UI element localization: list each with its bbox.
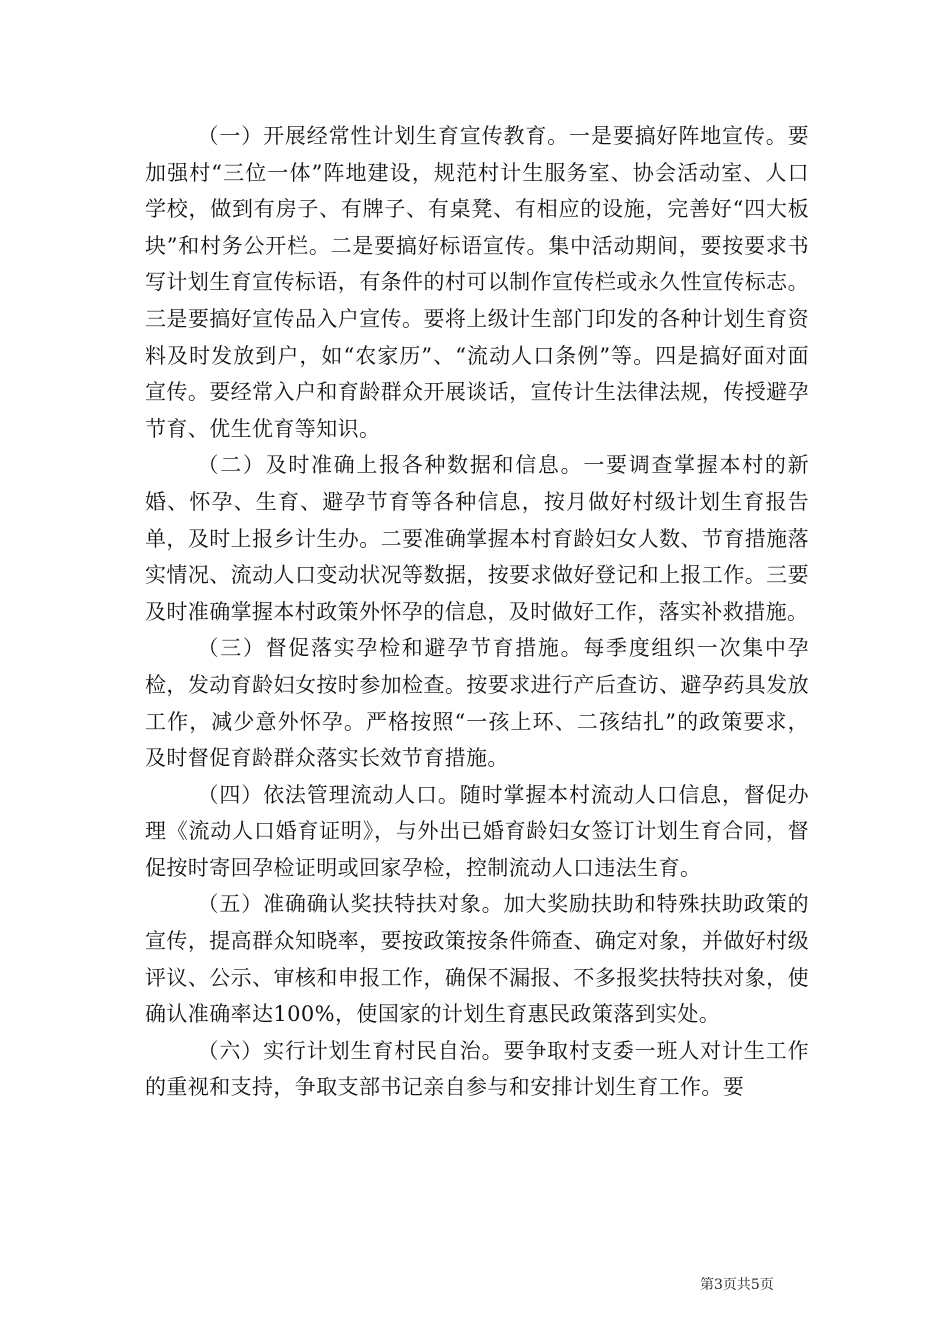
- paragraph-4: （四）依法管理流动人口。随时掌握本村流动人口信息，督促办理《流动人口婚育证明》，与外出已婚育龄妇女签订计划生育合同，督促按时寄回孕检证明或回家孕检，控制流动人口违法生育。: [145, 782, 809, 880]
- paragraph-3: （三）督促落实孕检和避孕节育措施。每季度组织一次集中孕检，发动育龄妇女按时参加检查。按要求进行产后查访、避孕药具发放工作，减少意外怀孕。严格按照“一孩上环、二孩结扎”的政策要求，及时督促育龄群众落实长效节育措施。: [145, 636, 809, 771]
- paragraph-6: （六）实行计划生育村民自治。要争取村支委一班人对计生工作的重视和支持，争取支部书记亲自参与和安排计划生育工作。要: [145, 1038, 809, 1100]
- paragraph-1: （一）开展经常性计划生育宣传教育。一是要搞好阵地宣传。要加强村“三位一体”阵地建设，规范村计生服务室、协会活动室、人口学校，做到有房子、有牌子、有桌凳、有相应的设施，完善好“四大板块”和村务公开栏。二是要搞好标语宣传。集中活动期间，要按要求书写计划生育宣传标语，有条件的村可以制作宣传栏或永久性宣传标志。三是要搞好宣传品入户宣传。要将上级计生部门印发的各种计划生育资料及时发放到户，如“农家历”、“流动人口条例”等。四是搞好面对面宣传。要经常入户和育龄群众开展谈话，宣传计生法律法规，传授避孕节育、优生优育等知识。: [145, 124, 809, 441]
- page-number-footer: 第3页共5页: [700, 1277, 774, 1293]
- paragraph-2: （二）及时准确上报各种数据和信息。一要调查掌握本村的新婚、怀孕、生育、避孕节育等各种信息，按月做好村级计划生育报告单，及时上报乡计生办。二要准确掌握本村育龄妇女人数、节育措施落实情况、流动人口变动状况等数据，按要求做好登记和上报工作。三要及时准确掌握本村政策外怀孕的信息，及时做好工作，落实补救措施。: [145, 453, 809, 624]
- paragraph-5: （五）准确确认奖扶特扶对象。加大奖励扶助和特殊扶助政策的宣传，提高群众知晓率，要按政策按条件筛查、确定对象，并做好村级评议、公示、审核和申报工作，确保不漏报、不多报奖扶特扶对象，使确认准确率达100%，使国家的计划生育惠民政策落到实处。: [145, 892, 809, 1027]
- document-body: [145, 118, 809, 1106]
